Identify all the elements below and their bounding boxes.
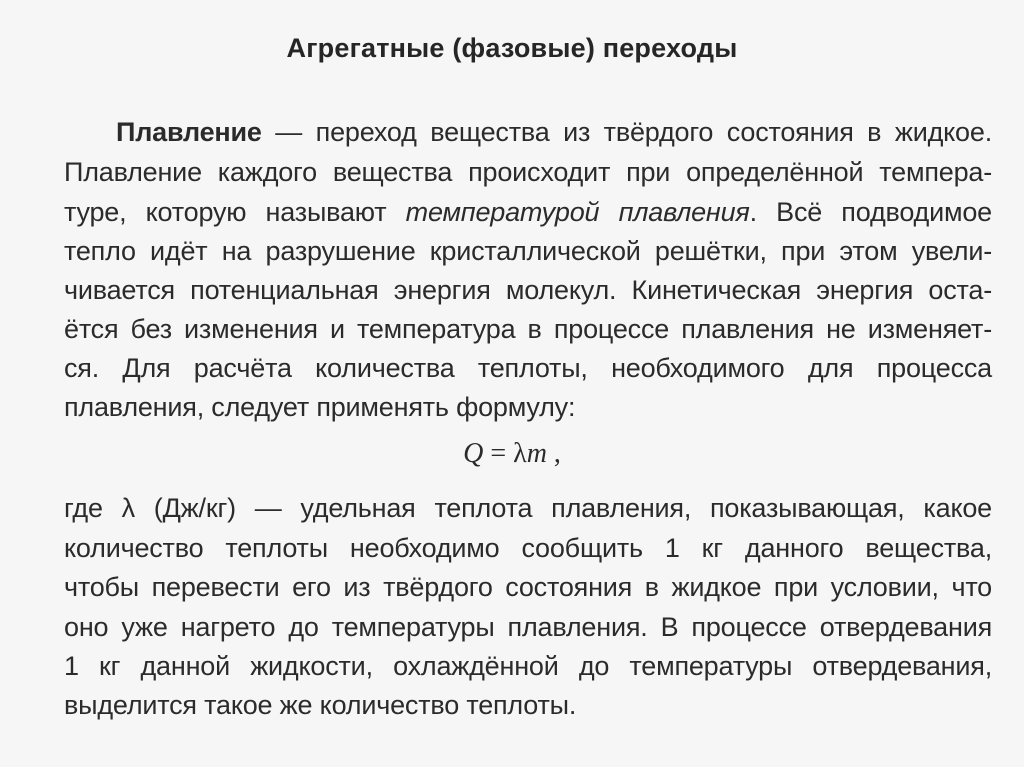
paragraph1-line5: чивается потенциальная энергия молекул. Кинетическая энергия оста- [64, 275, 992, 305]
paragraph1-line1 [116, 116, 992, 148]
page-title: Агрегатные (фазовые) переходы [286, 33, 738, 63]
paragraph1-line1-text: — переход вещества из твёрдого состояния в жидкое. [261, 117, 992, 147]
formula-tail: , [546, 438, 561, 469]
formula [0, 438, 1024, 470]
paragraph2-line1: где λ (Дж/кг) — удельная теплота плавления, показывающая, какое [64, 493, 992, 523]
paragraph1-line7: ся. Для расчёта количества теплоты, необходимого для процесса [64, 353, 992, 383]
term-melting: Плавление [116, 117, 262, 147]
paragraph2-line3: чтобы перевести его из твёрдого состояния в жидкое при условии, что [64, 572, 992, 602]
paragraph2-line5: 1 кг данной жидкости, охлаждённой до температуры отвердевания, [64, 651, 992, 681]
paragraph1-line3-a: туре, которую называют [64, 197, 406, 227]
paragraph2-line2: количество теплоты необходимо сообщить 1 кг данного вещества, [64, 533, 992, 563]
paragraph1-line6: ётся без изменения и температура в процессе плавления не изменяет- [64, 314, 992, 344]
term-melting-temperature: температурой плавления [405, 197, 750, 227]
paragraph1-line2: Плавление каждого вещества происходит при определённой темпера- [64, 157, 992, 187]
paragraph1-line3-b: . Всё подводимое [749, 197, 992, 227]
paragraph2-line4: оно уже нагрето до температуры плавления. В процессе отвердевания [64, 612, 992, 642]
formula-eq: = λ [483, 438, 527, 469]
paragraph1-line3 [64, 196, 992, 228]
paragraph2-line6: выделится такое же количество теплоты. [64, 690, 577, 720]
paragraph1-line8: плавления, следует применять формулу: [64, 392, 576, 422]
paragraph1-line4: тепло идёт на разрушение кристаллической решётки, при этом увели- [64, 236, 992, 266]
formula-var: m [526, 438, 547, 469]
formula-lhs: Q [463, 438, 484, 469]
